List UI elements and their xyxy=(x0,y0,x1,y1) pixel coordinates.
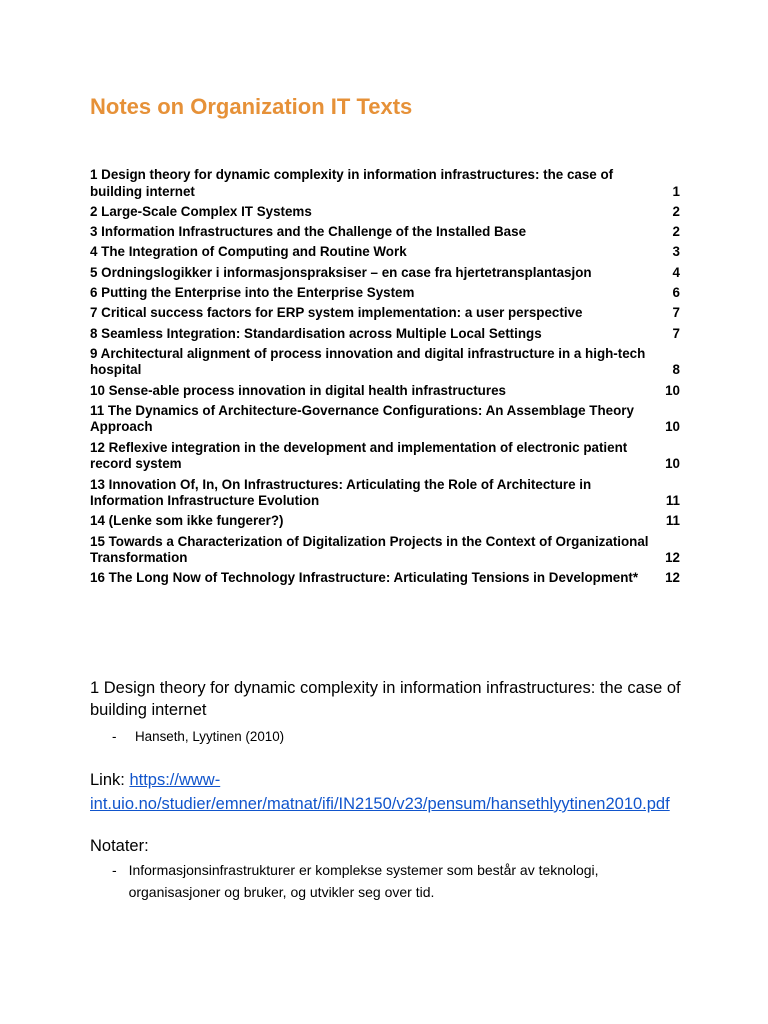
toc-page-number: 4 xyxy=(672,264,680,280)
document-title: Notes on Organization IT Texts xyxy=(90,94,413,119)
bullet-dash: - xyxy=(112,729,117,744)
toc-entry-title[interactable]: 9 Architectural alignment of process innovation and digital infrastructure in a high-tech hospital xyxy=(90,345,646,378)
toc-entry[interactable] xyxy=(90,224,680,241)
toc-page-number: 11 xyxy=(665,493,680,509)
toc-entry-title[interactable]: 10 Sense-able process innovation in digital health infrastructures xyxy=(90,382,506,398)
toc-page-number: 12 xyxy=(665,550,680,566)
toc-entry[interactable] xyxy=(90,265,680,282)
toc-entry-title[interactable]: 1 Design theory for dynamic complexity in information infrastructures: the case of building internet xyxy=(90,167,614,199)
list-item xyxy=(90,727,690,747)
link-block xyxy=(90,768,690,816)
toc-entry[interactable] xyxy=(90,477,680,510)
toc-page-number: 7 xyxy=(672,305,680,321)
notes-label: Notater: xyxy=(90,837,149,855)
toc-entry-title[interactable]: 3 Information Infrastructures and the Challenge of the Installed Base xyxy=(90,224,527,240)
table-of-contents xyxy=(90,167,680,591)
toc-entry[interactable] xyxy=(90,383,680,400)
toc-page-number: 1 xyxy=(672,183,680,199)
toc-entry-title[interactable]: 7 Critical success factors for ERP system implementation: a user perspective xyxy=(90,305,583,321)
toc-page-number: 10 xyxy=(665,456,680,472)
toc-entry-title[interactable]: 8 Seamless Integration: Standardisation across Multiple Local Settings xyxy=(90,325,542,341)
toc-entry-title[interactable]: 16 The Long Now of Technology Infrastructure: Articulating Tensions in Development* xyxy=(90,570,639,586)
authors-text: Hanseth, Lyytinen (2010) xyxy=(135,729,285,744)
toc-entry-title[interactable]: 6 Putting the Enterprise into the Enterprise System xyxy=(90,284,415,300)
bullet-dash: - xyxy=(112,862,117,878)
toc-entry[interactable] xyxy=(90,305,680,322)
toc-entry-title[interactable]: 15 Towards a Characterization of Digitalization Projects in the Context of Organizational Transformation xyxy=(90,533,649,566)
toc-entry[interactable] xyxy=(90,285,680,302)
section-heading: 1 Design theory for dynamic complexity in information infrastructures: the case of building internet xyxy=(90,679,681,719)
toc-entry-title[interactable]: 12 Reflexive integration in the development and implementation of electronic patient record system xyxy=(90,439,628,472)
toc-page-number: 3 xyxy=(672,244,680,260)
toc-entry[interactable] xyxy=(90,403,680,436)
toc-page-number: 12 xyxy=(665,570,680,586)
toc-entry-title[interactable]: 5 Ordningslogikker i informasjonspraksiser – en case fra hjertetransplantasjon xyxy=(90,264,592,280)
note-text: Informasjonsinfrastrukturer er komplekse systemer som består av teknologi, organisasjoner og bruker, og utvikler seg over tid. xyxy=(128,862,599,900)
toc-entry[interactable] xyxy=(90,326,680,343)
toc-entry[interactable] xyxy=(90,346,680,379)
notes-list xyxy=(90,859,690,903)
toc-page-number: 11 xyxy=(665,513,680,529)
link-label: Link: xyxy=(90,771,130,789)
toc-entry-title[interactable]: 14 (Lenke som ikke fungerer?) xyxy=(90,513,284,529)
toc-entry[interactable] xyxy=(90,534,680,567)
toc-page-number: 2 xyxy=(672,203,680,219)
source-link[interactable]: https://www-int.uio.no/studier/emner/matnat/ifi/IN2150/v23/pensum/hansethlyytinen2010.pdf xyxy=(90,771,670,813)
toc-page-number: 2 xyxy=(672,224,680,240)
toc-entry-title[interactable]: 11 The Dynamics of Architecture-Governance Configurations: An Assemblage Theory Approach xyxy=(90,402,634,435)
section-1 xyxy=(90,677,690,903)
toc-entry[interactable] xyxy=(90,244,680,261)
toc-entry[interactable] xyxy=(90,204,680,221)
note-item xyxy=(90,859,690,903)
toc-entry-title[interactable]: 4 The Integration of Computing and Routine Work xyxy=(90,244,407,260)
toc-entry[interactable] xyxy=(90,167,680,200)
toc-entry[interactable] xyxy=(90,440,680,473)
toc-entry[interactable] xyxy=(90,570,680,587)
toc-page-number: 8 xyxy=(672,362,680,378)
toc-page-number: 10 xyxy=(665,419,680,435)
toc-page-number: 7 xyxy=(672,325,680,341)
author-list xyxy=(90,727,690,747)
toc-page-number: 6 xyxy=(672,284,680,300)
toc-entry-title[interactable]: 13 Innovation Of, In, On Infrastructures: Articulating the Role of Architecture in Information Infrastructure Evolution xyxy=(90,476,592,509)
toc-entry[interactable] xyxy=(90,513,680,530)
toc-page-number: 10 xyxy=(665,382,680,398)
toc-entry-title[interactable]: 2 Large-Scale Complex IT Systems xyxy=(90,203,312,219)
